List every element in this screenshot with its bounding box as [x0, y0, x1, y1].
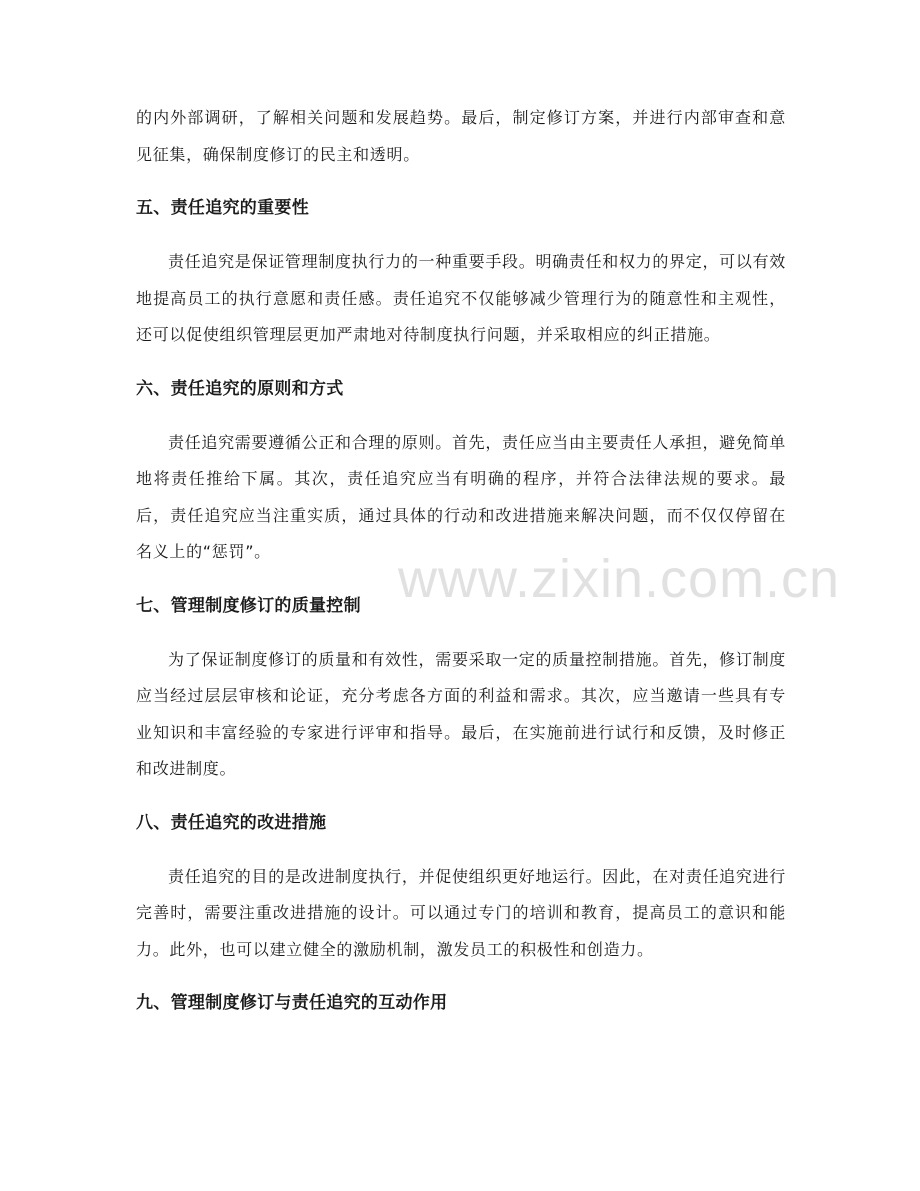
paragraph-section-8: 责任追究的目的是改进制度执行，并促使组织更好地运行。因此，在对责任追究进行完善时，需要注重改进措施的设计。可以通过专门的培训和教育，提高员工的意识和能力。此外，也可以建立健全的激励机制，激发员工的积极性和创造力。	[136, 866, 786, 959]
section-heading-9: 九、管理制度修订与责任追究的互动作用	[136, 993, 448, 1013]
paragraph-section-5: 责任追究是保证管理制度执行力的一种重要手段。明确责任和权力的界定，可以有效地提高员工的执行意愿和责任感。责任追究不仅能够减少管理行为的随意性和主观性，还可以促使组织管理层更加严肃地对待制度执行问题，并采取相应的纠正措施。	[136, 252, 786, 344]
section-heading-7: 七、管理制度修订的质量控制	[136, 595, 361, 616]
paragraph-intro-continuation: 的内外部调研，了解相关问题和发展趋势。最后，制定修订方案，并进行内部审查和意见征集，确保制度修订的民主和透明。	[136, 108, 786, 164]
watermark: www.zixin.com.cn	[398, 549, 841, 609]
paragraph-section-7: 为了保证制度修订的质量和有效性，需要采取一定的质量控制措施。首先，修订制度应当经过层层审核和论证，充分考虑各方面的利益和需求。其次，应当邀请一些具有专业知识和丰富经验的专家进行评审和指导。最后，在实施前进行试行和反馈，及时修正和改进制度。	[136, 649, 786, 778]
section-heading-8: 八、责任追究的改进措施	[136, 812, 327, 833]
section-heading-5: 五、责任追究的重要性	[136, 198, 309, 218]
paragraph-section-6: 责任追究需要遵循公正和合理的原则。首先，责任应当由主要责任人承担，避免简单地将责任推给下属。其次，责任追究应当有明确的程序，并符合法律法规的要求。最后，责任追究应当注重实质，通过具体的行动和改进措施来解决问题，而不仅仅停留在名义上的“惩罚”。	[136, 432, 786, 561]
section-heading-6: 六、责任追究的原则和方式	[136, 378, 344, 399]
